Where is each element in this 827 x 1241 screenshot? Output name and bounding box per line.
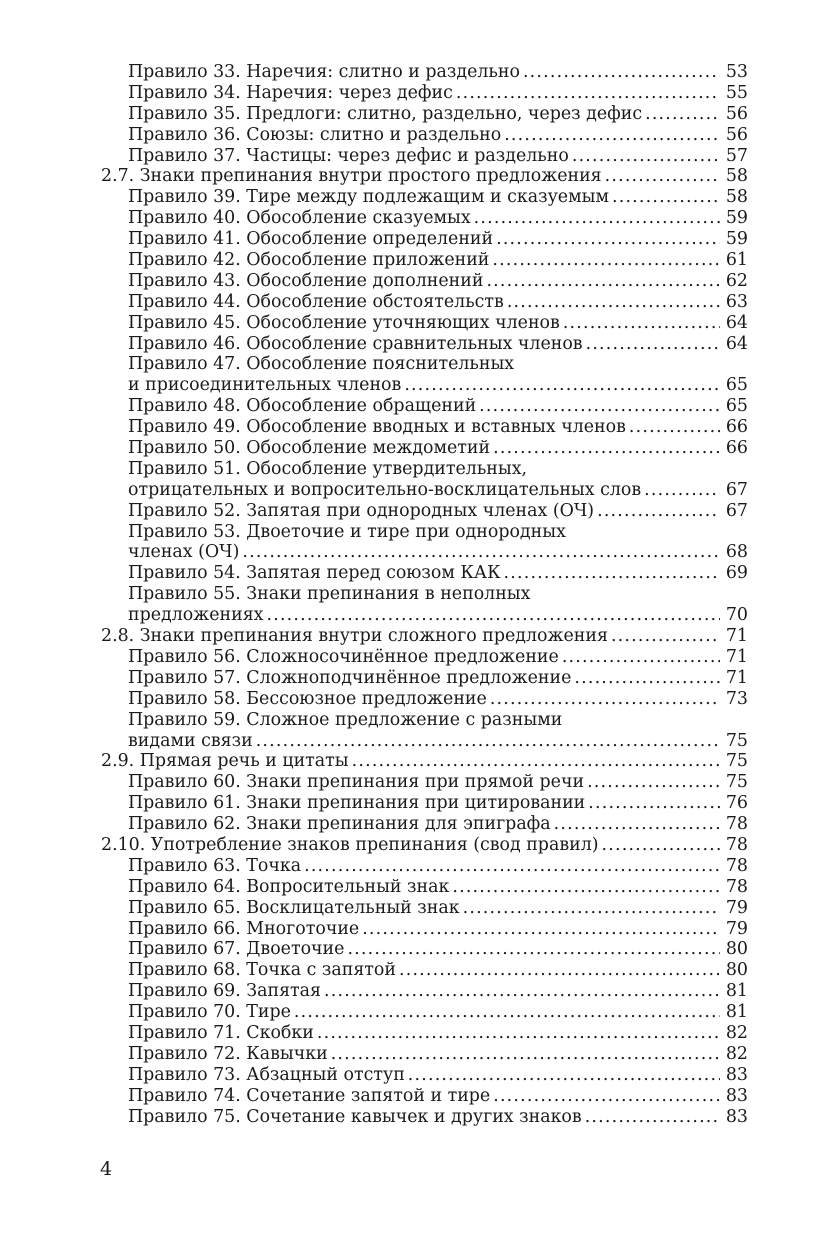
- toc-entry-page: 53: [725, 62, 748, 82]
- toc-entry-title: Правило 59. Сложное предложение с разными: [128, 709, 563, 730]
- toc-entry-title: видами связи: [128, 730, 253, 751]
- toc-entry-title: Правило 73. Абзацный отступ: [128, 1064, 405, 1085]
- toc-entry-title: Правило 43. Обособление дополнений: [128, 270, 484, 291]
- toc-entry: [101, 480, 748, 501]
- toc-entry: [101, 1023, 748, 1044]
- table-of-contents: [101, 62, 748, 1127]
- toc-entry-title: Правило 33. Наречия: слитно и раздельно: [128, 62, 520, 82]
- dot-leader: [597, 501, 720, 522]
- toc-entry: [101, 689, 748, 710]
- toc-entry-page: 83: [725, 1064, 748, 1085]
- dot-leader: [317, 1023, 720, 1044]
- dot-leader: [588, 793, 720, 814]
- toc-entry: [101, 856, 748, 877]
- toc-entry-page: 57: [725, 145, 748, 166]
- toc-entry-title: Правило 61. Знаки препинания при цитировании: [128, 793, 586, 814]
- toc-entry: [101, 919, 748, 940]
- toc-entry: [101, 1065, 748, 1086]
- toc-entry-page: 66: [725, 417, 748, 438]
- dot-leader: [347, 939, 720, 960]
- dot-leader: [486, 271, 720, 292]
- toc-entry-page: 81: [725, 981, 748, 1002]
- toc-entry-title: Правило 58. Бессоюзное предложение: [128, 688, 487, 709]
- dot-leader: [452, 877, 720, 898]
- toc-entry: [101, 334, 748, 355]
- toc-entry-page: 71: [725, 667, 748, 688]
- toc-entry: [101, 501, 748, 522]
- toc-entry-title: Правило 60. Знаки препинания при прямой речи: [128, 772, 585, 793]
- dot-leader: [611, 626, 720, 647]
- toc-entry: [101, 125, 748, 146]
- toc-entry: [101, 1107, 748, 1128]
- toc-section: [101, 751, 748, 772]
- toc-section: [101, 626, 748, 647]
- dot-leader: [587, 772, 720, 793]
- toc-entry-title: 2.10. Употребление знаков препинания (свод правил): [101, 834, 599, 855]
- toc-entry: [101, 542, 748, 563]
- toc-entry: [101, 250, 748, 271]
- toc-entry-title: Правило 70. Тире: [128, 1002, 291, 1023]
- toc-entry-page: 61: [725, 250, 748, 271]
- toc-entry: [101, 83, 748, 104]
- toc-entry: [101, 396, 748, 417]
- toc-entry-page: 67: [725, 500, 748, 521]
- toc-entry-title: Правило 74. Сочетание запятой и тире: [128, 1085, 491, 1106]
- toc-entry: [101, 1086, 748, 1107]
- toc-entry-page: 79: [725, 897, 748, 918]
- toc-entry: [101, 104, 748, 125]
- page-number: 4: [100, 1158, 113, 1180]
- toc-entry-title: Правило 40. Обособление сказуемых: [128, 208, 471, 229]
- toc-entry-title: Правило 71. Скобки: [128, 1022, 314, 1043]
- toc-entry-page: 71: [725, 646, 748, 667]
- toc-entry-title: Правило 56. Сложносочинённое предложение: [128, 646, 559, 667]
- toc-entry-title: Правило 39. Тире между подлежащим и сказуемым: [128, 187, 609, 208]
- toc-entry-title: Правило 46. Обособление сравнительных членов: [128, 333, 583, 354]
- toc-entry-title: 2.7. Знаки препинания внутри простого предложения: [101, 166, 602, 187]
- toc-entry-title: Правило 44. Обособление обстоятельств: [128, 291, 504, 312]
- toc-entry-page: 67: [725, 479, 748, 500]
- toc-entry-page: 71: [725, 626, 748, 647]
- toc-entry-title: Правило 65. Восклицательный знак: [128, 897, 460, 918]
- toc-entry-page: 56: [725, 124, 748, 145]
- dot-leader: [492, 250, 720, 271]
- toc-entry-page: 78: [725, 834, 748, 855]
- dot-leader: [574, 668, 720, 689]
- toc-entry-title: Правило 51. Обособление утвердительных,: [128, 458, 528, 479]
- dot-leader: [493, 1086, 720, 1107]
- toc-entry: [101, 563, 748, 584]
- toc-entry: [101, 62, 748, 83]
- toc-entry-title: Правило 69. Запятая: [128, 981, 322, 1002]
- toc-entry-title: 2.9. Прямая речь и цитаты: [101, 751, 349, 772]
- toc-entry: [101, 354, 748, 375]
- toc-entry-page: 63: [725, 291, 748, 312]
- toc-entry-page: 78: [725, 814, 748, 835]
- dot-leader: [463, 898, 720, 919]
- toc-entry-page: 64: [725, 312, 748, 333]
- toc-entry-page: 75: [725, 751, 748, 772]
- toc-entry-page: 59: [725, 208, 748, 229]
- toc-entry-page: 56: [725, 103, 748, 124]
- toc-entry: [101, 438, 748, 459]
- toc-entry-page: 76: [725, 793, 748, 814]
- toc-entry-page: 70: [725, 605, 748, 626]
- dot-leader: [585, 1107, 720, 1128]
- toc-entry-page: 69: [725, 563, 748, 584]
- dot-leader: [605, 166, 720, 187]
- dot-leader: [504, 563, 720, 584]
- toc-entry-title: Правило 45. Обособление уточняющих членов: [128, 312, 560, 333]
- toc-entry: [101, 647, 748, 668]
- toc-entry-page: 58: [725, 166, 748, 187]
- dot-leader: [242, 542, 720, 563]
- toc-entry-title: Правило 52. Запятая при однородных членах (ОЧ): [128, 500, 595, 521]
- dot-leader: [496, 229, 720, 250]
- toc-entry-page: 55: [725, 82, 748, 103]
- toc-entry: [101, 1002, 748, 1023]
- toc-entry-page: 78: [725, 876, 748, 897]
- toc-entry: [101, 898, 748, 919]
- toc-entry-title: Правило 47. Обособление пояснительных: [128, 354, 515, 375]
- dot-leader: [493, 438, 720, 459]
- toc-entry-page: 64: [725, 333, 748, 354]
- toc-entry-page: 82: [725, 1043, 748, 1064]
- dot-leader: [490, 689, 720, 710]
- toc-entry: [101, 208, 748, 229]
- toc-entry-page: 68: [725, 542, 748, 563]
- toc-entry-page: 82: [725, 1022, 748, 1043]
- dot-leader: [554, 814, 720, 835]
- toc-entry-page: 65: [725, 375, 748, 396]
- dot-leader: [645, 104, 720, 125]
- toc-entry: [101, 459, 748, 480]
- toc-entry-title: Правило 35. Предлоги: слитно, раздельно, через дефис: [128, 103, 643, 124]
- toc-entry-page: 83: [725, 1085, 748, 1106]
- toc-entry: [101, 1044, 748, 1065]
- toc-entry-page: 79: [725, 918, 748, 939]
- dot-leader: [399, 960, 720, 981]
- toc-entry: [101, 375, 748, 396]
- toc-entry: [101, 292, 748, 313]
- toc-entry: [101, 793, 748, 814]
- toc-entry: [101, 584, 748, 605]
- toc-entry-title: Правило 53. Двоеточие и тире при однородных: [128, 521, 566, 542]
- toc-entry-title: Правило 42. Обособление приложений: [128, 250, 490, 271]
- dot-leader: [563, 313, 720, 334]
- toc-entry-title: Правило 54. Запятая перед союзом КАК: [128, 563, 501, 584]
- toc-entry-page: 80: [725, 939, 748, 960]
- dot-leader: [504, 125, 720, 146]
- toc-entry: [101, 710, 748, 731]
- toc-entry: [101, 417, 748, 438]
- toc-entry: [101, 772, 748, 793]
- toc-entry: [101, 981, 748, 1002]
- toc-entry: [101, 877, 748, 898]
- dot-leader: [324, 981, 720, 1002]
- dot-leader: [404, 375, 720, 396]
- dot-leader: [586, 334, 720, 355]
- toc-entry-page: 73: [725, 688, 748, 709]
- toc-entry: [101, 229, 748, 250]
- toc-entry-page: 75: [725, 730, 748, 751]
- dot-leader: [562, 647, 720, 668]
- toc-section: [101, 835, 748, 856]
- toc-entry-title: Правило 63. Точка: [128, 855, 302, 876]
- toc-entry-title: Правило 37. Частицы: через дефис и раздельно: [128, 145, 569, 166]
- toc-entry-page: 58: [725, 187, 748, 208]
- toc-entry-title: Правило 50. Обособление междометий: [128, 438, 491, 459]
- toc-entry-title: Правило 34. Наречия: через дефис: [128, 82, 453, 103]
- toc-entry-title: Правило 41. Обособление определений: [128, 229, 494, 250]
- dot-leader: [352, 751, 720, 772]
- toc-entry-title: Правило 49. Обособление вводных и вставных членов: [128, 417, 626, 438]
- toc-entry-title: Правило 57. Сложноподчинённое предложение: [128, 667, 572, 688]
- toc-entry-title: Правило 48. Обособление обращений: [128, 396, 477, 417]
- dot-leader: [362, 919, 720, 940]
- toc-entry-title: и присоединительных членов: [128, 375, 402, 396]
- toc-entry-page: 75: [725, 772, 748, 793]
- dot-leader: [572, 146, 720, 167]
- toc-entry-title: Правило 72. Кавычки: [128, 1043, 328, 1064]
- toc-entry: [101, 522, 748, 543]
- toc-section: [101, 166, 748, 187]
- dot-leader: [474, 208, 720, 229]
- dot-leader: [507, 292, 720, 313]
- toc-entry-title: Правило 68. Точка с запятой: [128, 960, 396, 981]
- toc-entry-title: Правило 55. Знаки препинания в неполных: [128, 584, 531, 605]
- toc-entry: [101, 668, 748, 689]
- toc-entry-page: 83: [725, 1106, 748, 1127]
- dot-leader: [612, 187, 720, 208]
- toc-entry-page: 59: [725, 229, 748, 250]
- dot-leader: [629, 417, 720, 438]
- toc-entry: [101, 313, 748, 334]
- dot-leader: [479, 396, 720, 417]
- dot-leader: [408, 1065, 720, 1086]
- toc-entry-page: 65: [725, 396, 748, 417]
- dot-leader: [523, 62, 720, 83]
- toc-entry-title: членах (ОЧ): [128, 542, 240, 563]
- toc-entry-title: Правило 62. Знаки препинания для эпиграфа: [128, 814, 551, 835]
- dot-leader: [294, 1002, 720, 1023]
- toc-entry: [101, 605, 748, 626]
- dot-leader: [304, 856, 720, 877]
- toc-entry-page: 66: [725, 438, 748, 459]
- toc-entry-title: Правило 64. Вопросительный знак: [128, 876, 450, 897]
- toc-entry-page: 80: [725, 960, 748, 981]
- toc-entry: [101, 814, 748, 835]
- toc-entry-title: 2.8. Знаки препинания внутри сложного предложения: [101, 626, 608, 647]
- dot-leader: [267, 605, 721, 626]
- toc-entry: [101, 731, 748, 752]
- toc-entry-title: Правило 67. Двоеточие: [128, 939, 345, 960]
- dot-leader: [331, 1044, 720, 1065]
- dot-leader: [256, 731, 720, 752]
- dot-leader: [602, 835, 720, 856]
- dot-leader: [456, 83, 720, 104]
- toc-entry-title: Правило 66. Многоточие: [128, 918, 360, 939]
- dot-leader: [644, 480, 720, 501]
- toc-entry-title: Правило 75. Сочетание кавычек и других знаков: [128, 1106, 582, 1127]
- toc-entry: [101, 187, 748, 208]
- toc-entry-title: отрицательных и вопросительно-восклицательных слов: [128, 479, 642, 500]
- toc-entry: [101, 960, 748, 981]
- toc-entry-page: 62: [725, 270, 748, 291]
- toc-entry-page: 81: [725, 1002, 748, 1023]
- toc-entry-title: предложениях: [128, 605, 264, 626]
- toc-entry-page: 78: [725, 855, 748, 876]
- toc-entry-title: Правило 36. Союзы: слитно и раздельно: [128, 124, 502, 145]
- toc-entry: [101, 146, 748, 167]
- toc-entry: [101, 939, 748, 960]
- toc-entry: [101, 271, 748, 292]
